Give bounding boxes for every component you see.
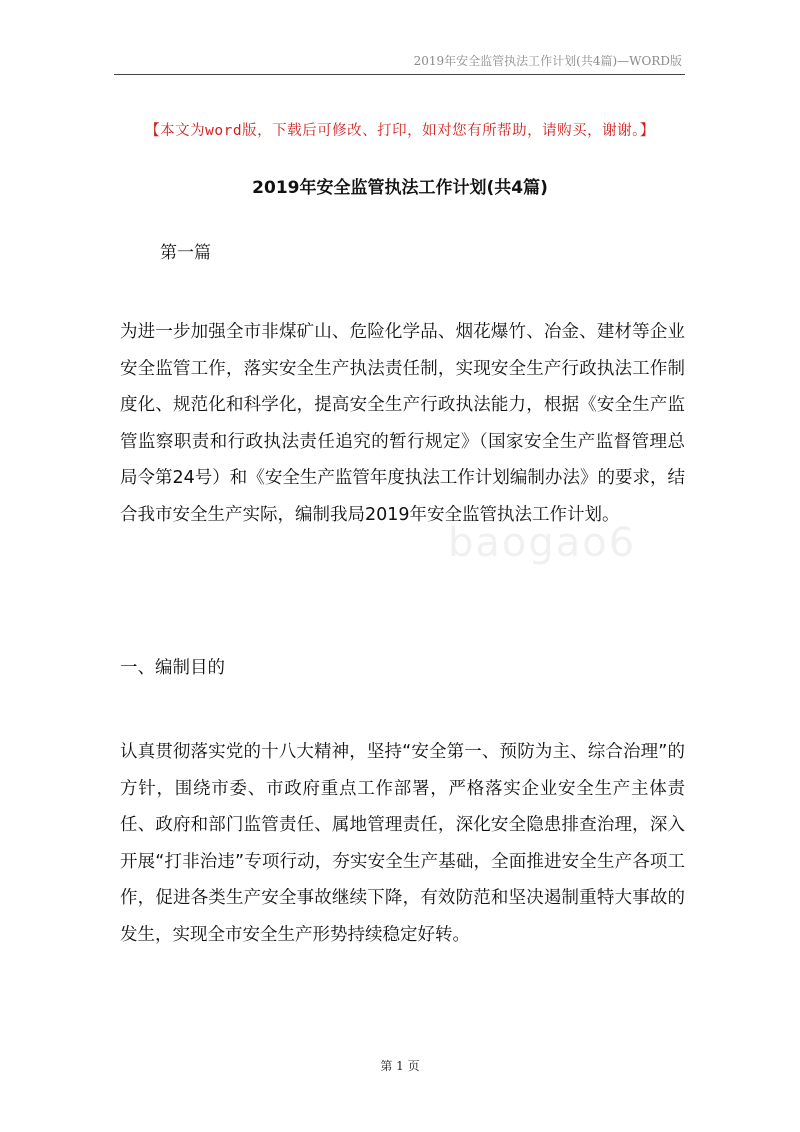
document-title: 2019年安全监管执法工作计划(共4篇): [252, 178, 548, 198]
purchase-notice: 【本文为word版，下载后可修改、打印，如对您有所帮助，请购买，谢谢。】: [145, 123, 655, 139]
running-header: 2019年安全监管执法工作计划(共4篇)—WORD版: [413, 54, 682, 68]
chapter-label: 第一篇: [160, 243, 211, 263]
header-divider: [114, 74, 685, 75]
watermark: baogao6: [448, 520, 637, 566]
page-number: 第 1 页: [380, 1059, 420, 1073]
section-heading: 一、编制目的: [120, 658, 225, 678]
body-paragraph-intro: 为进一步加强全市非煤矿山、危险化学品、烟花爆竹、冶金、建材等企业安全监管工作，落实安全生产执法责任制，实现安全生产行政执法工作制度化、规范化和科学化，提高安全生产行政执法能力，根据《安全生产监管监察职责和行政执法责任追究的暂行规定》（国家安全生产监督管理总局令第24号）和《安全生产监管年度执法工作计划编制办法》的要求，结合我市安全生产实际，编制我局2019年安全监管执法工作计划。: [120, 322, 685, 525]
body-paragraph-purpose: 认真贯彻落实党的十八大精神，坚持“安全第一、预防为主、综合治理”的方针，围绕市委、市政府重点工作部署，严格落实企业安全生产主体责任、政府和部门监管责任、属地管理责任，深化安全隐患排查治理，深入开展“打非治违”专项行动，夯实安全生产基础，全面推进安全生产各项工作，促进各类生产安全事故继续下降，有效防范和坚决遏制重特大事故的发生，实现全市安全生产形势持续稳定好转。: [120, 742, 685, 945]
